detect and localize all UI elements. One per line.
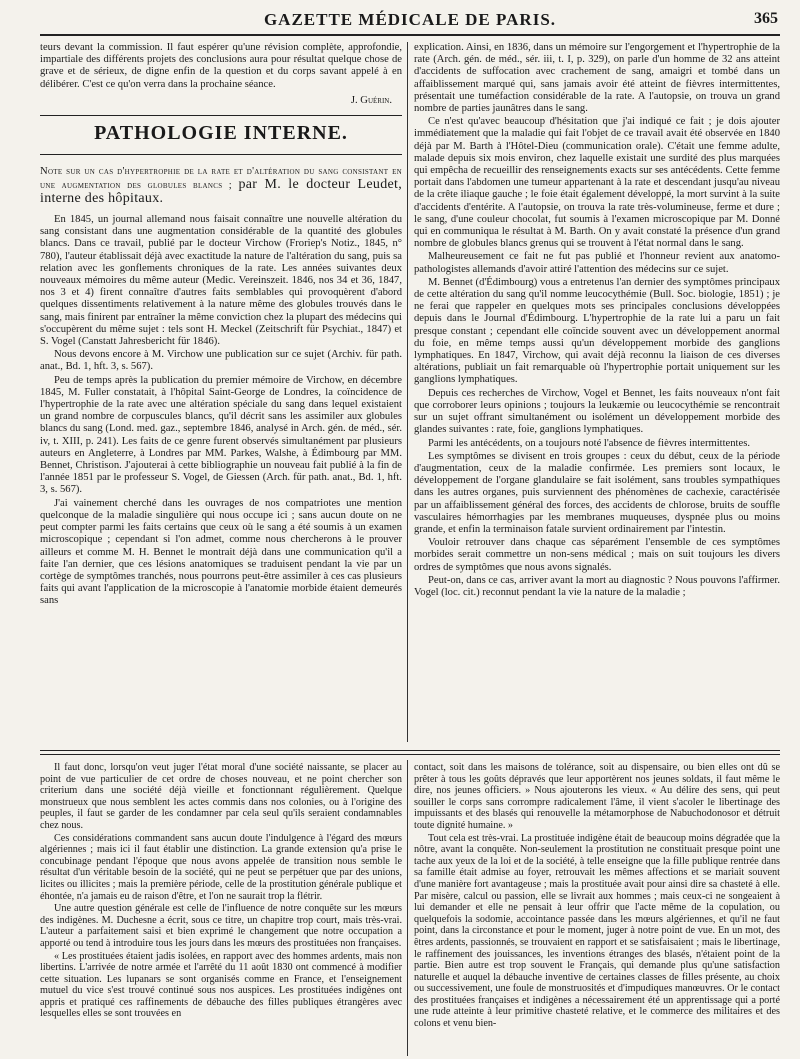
paragraph: Malheureusement ce fait ne fut pas publié et l'honneur revient aux anatomo-pathologistes allemands d'avoir attiré l'attention des médecins sur ce sujet. <box>414 251 780 275</box>
divider <box>40 115 402 116</box>
article-title: Note sur un cas d'hypertrophie de la rate et d'altération du sang consistant en une augmentation des globules blancs ; <box>40 166 402 192</box>
feuilleton-rule <box>40 750 780 751</box>
signature: J. Guérin. <box>350 94 392 106</box>
article-title-block <box>40 165 402 206</box>
column-divider <box>407 760 408 1056</box>
feuilleton-right-column <box>414 762 780 1054</box>
paragraph: Ces considérations commandent sans aucun doute l'indulgence à l'égard des mœurs algériennes ; mais ici il faut établir une distinction. La grande extension qu'a prise le concubinage pendant l'époque que nous avons appelée de transition nous semble le résultat d'un véritable besoin de la société, qui ne peut se perpétuer que par des unions, licites ou illicites ; mais la première période, celle de la prostitution générale publique et éhontée, n'a jamais eu de raison d'être, et l'on ne saurait trop la flétrir. <box>40 832 402 902</box>
paragraph: Parmi les antécédents, on a toujours noté l'absence de fièvres intermittentes. <box>428 437 750 449</box>
feuilleton-rule <box>40 754 780 755</box>
paragraph: « Les prostituées étaient jadis isolées, en rapport avec des hommes ardents, mais non libertins. L'arrivée de notre armée et l'arrêté du 11 août 1830 ont commencé à modifier cette situation. Les lupanars se sont organisés comme en France, et l'enseignement mutuel du vice s'est trouvé continué sous nos auspices. Les prostituées indigènes ont appris et pratiqué ces raffinements de débauche des filles publiques étrangères avec lesquelles elles se sont trouvées en <box>40 950 402 1020</box>
intro-paragraph: teurs devant la commission. Il faut espérer qu'une révision complète, approfondie, impartiale des différents projets des conclusions aura pour résultat quelque chose de grave et de sérieux, de digne enfin de la question et du corps savant appelé à en délibérer. C'est ce qu'on verra dans la prochaine séance. <box>40 42 402 90</box>
paragraph: Depuis ces recherches de Virchow, Vogel et Bennet, les faits nouveaux n'ont fait que corroborer leurs opinions ; toujours la leukæmie ou leucocythémie se rencontrait sur un sujet offrant simultanément ou isolément un développement morbide des glandes suivantes : rate, foie, ganglions lymphatiques. <box>414 387 780 436</box>
paragraph: Nous devons encore à M. Virchow une publication sur ce sujet (Archiv. für path. anat., Bd. 1, hft. 3, s. 567). <box>40 349 402 373</box>
paragraph: Vouloir retrouver dans chaque cas séparément l'ensemble de ces symptômes morbides serait commettre un non-sens médical ; mais on suit toujours les divers ordres de symptômes que nous avons signalés. <box>414 537 780 573</box>
paragraph: En 1845, un journal allemand nous faisait connaître une nouvelle altération du sang consistant dans une augmentation considérable de la quantité des globules blancs. Dans ce travail, publié par le docteur Virchow (Froriep's Notiz., 1845, n° 780), l'auteur établissait déjà avec exactitude la nature de l'altération du sang, puis sa relation avec les gonflements chroniques de la rate. Les années suivantes deux nouveaux mémoires du même auteur (Medic. Vereinszeit. 1846, nos 34 et 36, 1847, nos 3 et 4) firent connaître d'autres faits semblables qui provoquèrent d'abord quelques dissentiments relativement à la nature même des globules trouvés dans le sang, mais finirent par entraîner la même conviction chez la plupart des médecins qui s'occupèrent du même sujet : tels sont H. Meckel (Zeitschrift für Psychiat., 1847) et S. Vogel (Canstatt Jahresbericht für 1846). <box>40 214 402 348</box>
page-number: 365 <box>754 10 778 27</box>
paragraph: J'ai vainement cherché dans les ouvrages de nos compatriotes une mention quelconque de la maladie singulière qui nous occupe ici ; sans aucun doute on ne peut compter parmi les faits certains que ceux où le sang a été soumis à un examen microscopique ; cependant si l'on admet, comme nous chercherons à le prouver ailleurs et comme M. H. Bennet le montrait déjà dans une communication qu'il a faite l'an dernier, que ces lésions anatomiques se traduisent pendant la vie par un cortège de symptômes tranchés, nous pourrons peut-être assimiler à ces cas plusieurs faits qui avant l'application de la microscopie à l'anatomie morbide étaient demeurés sans <box>40 497 402 607</box>
paragraph: Peu de temps après la publication du premier mémoire de Virchow, en décembre 1845, M. Fuller constatait, à l'hôpital Saint-George de Londres, la coïncidence de l'hypertrophie de la rate avec une altération spéciale du sang dans lequel existaient un grand nombre de corpuscules blancs, qu'il décrit sans les assimiler aux globules blancs du sang (Lond. med. gaz., septembre 1846, analysé in Arch. gén. de méd., sér. iv, t. XIII, p. 241). Les faits de ce genre furent observés simultanément par plusieurs auteurs en Angleterre, à Londres par MM. Parkes, Walshe, à Édimbourg par MM. Bennet, Christison. J'ajouterai à cette bibliographie un nouveau fait publié à la fin de l'année 1851 par le professeur S. Vogel, de Giessen (Arch. für path. anat., Bd. 1, hft. 3, s. 567). <box>40 374 402 496</box>
paragraph: explication. Ainsi, en 1836, dans un mémoire sur l'engorgement et l'hypertrophie de la rate (Arch. gén. de méd., sér. iii, t. I, p. 329), on parle d'un homme de 32 ans atteint d'accidents de suffocation avec crachement de sang, amaigri et tombé dans un affaiblissement marqué qui, sans jamais avoir été atteint de fièvres intermittentes, présentait une tuméfaction considérable de la rate. A l'autopsie, on trouva un grand nombre de parties jaunâtres dans le sang. <box>414 42 780 115</box>
page-header <box>40 8 780 36</box>
paragraph: Il faut donc, lorsqu'on veut juger l'état moral d'une société naissante, se placer au point de vue particulier de cet ordre de choses nouveau, et ne point chercher son criterium dans une société déjà vieille et fonctionnant régulièrement. Quelque monstrueux que nous semblent les actes commis dans nos colonies, ou à l'origine des peuples, il faut se garder de les condamner par cela seul qu'ils seraient condamnables chez nous. <box>40 762 402 831</box>
paragraph: Ce n'est qu'avec beaucoup d'hésitation que j'ai indiqué ce fait ; je dois ajouter immédiatement que la maladie qui fait l'objet de ce travail avait été observée en 1840 déjà par M. Barth à l'Hôtel-Dieu (communication orale). C'était une femme adulte, malade depuis six mois environ, chez laquelle existait une surdité des plus marquées qui empêcha de recueillir des renseignements exacts sur ses antécédents. Cette femme portait dans l'abdomen une tumeur appartenant à la rate et descendant jusqu'au niveau de la crête iliaque gauche ; le foie était également développé, la mort survint à la suite d'accidents d'entérite. A l'autopsie, on trouva la rate très-volumineuse, ferme et dure ; le sang, d'une couleur chocolat, fut soumis à l'examen microscopique par M. Donné qui en communiqua le résultat à M. Barth. On y avait constaté la présence d'un grand nombre de globules blancs grenus qui se trouvent à l'état normal dans le sang. <box>414 116 780 250</box>
paragraph: Tout cela est très-vrai. La prostituée indigène était de beaucoup moins dégradée que la nôtre, avant la conquête. Non-seulement la prostitution ne constituait presque point une tache aux yeux de la loi et de la société, à telle enseigne que la fille publique rentrée dans sa famille était admise au foyer, retrouvait les mêmes affections et se mariait souvent d'une manière fort avantageuse ; mais la prostituée avait pour ainsi dire sa chasteté à elle. Par misère, calcul ou passion, elle se livrait aux hommes ; mais ceux-ci ne songeaient à lui demander et elle ne pensait à leur offrir que l'acte même de la copulation, ou quelquefois la sodomie, accointance passée dans les mœurs algériennes, et qu'il ne faut point, dans la circonstance et pour le moment, juger à notre point de vue. En un mot, des êtres ardents, passionnés, se trouvaient en rapport et se satisfaisaient ; mais le libertinage, le raffinement des jouissances, les inventions étranges des blasés, n'étaient point de la partie. Bien autre est trop souvent le Français, qui demande plus qu'une satisfaction naturelle et auquel la débauche inventive de certaines classes de filles présente, au choix ou successivement, une foule de monstruosités et d'impudiques manœuvres. Or le contact des prostituées françaises et indigènes a nécessairement été un apprentissage qui a porté une rude atteinte à leur primitive chasteté relative, et le commerce des militaires et des colons et venu bien- <box>414 832 780 1030</box>
feuilleton-left-column <box>40 762 402 1054</box>
paragraph: Les symptômes se divisent en trois groupes : ceux du début, ceux de la période d'augmentation, ceux de la maladie confirmée. Les premiers sont locaux, le développement de l'organe glandulaire se fait isolément, sans troubles sympathiques dans les autres organes, puis surviennent des phénomènes de cachexie, caractérisée par un affaiblissement général des forces, des accidents de chlorose, bruits de souffle vasculaires hémorrhagies par les membranes muqueuses, dyspnée plus ou moins grande, et enfin la terminaison fatale survient ordinairement par l'intestin. <box>414 450 780 535</box>
paragraph: Une autre question générale est celle de l'influence de notre conquête sur les mœurs des indigènes. M. Duchesne a écrit, sous ce titre, un chapitre trop court, mais très-vrai. L'auteur a parfaitement saisi et bien exprimé le changement que notre occupation a apporté ou tend à introduire tous les jours dans les mœurs des prostituées non françaises. <box>40 903 402 949</box>
right-column <box>414 42 780 742</box>
paragraph: Peut-on, dans ce cas, arriver avant la mort au diagnostic ? Nous pouvons l'affirmer. Vogel (loc. cit.) reconnut pendant la vie la nature de la maladie ; <box>414 574 780 598</box>
journal-title: GAZETTE MÉDICALE DE PARIS. <box>263 10 557 29</box>
section-title: PATHOLOGIE INTERNE. <box>94 122 348 145</box>
paragraph: contact, soit dans les maisons de tolérance, soit au dispensaire, ou bien elles ont dû se prêter à tous les goûts dépravés que leur apportèrent nos jeunes soldats, il faut même le dire, nos jeunes officiers. » Nous ajouterons les vieux. « Au délire des sens, qui peut souiller le corps sans corrompre radicalement l'âme, il vient s'acoler le libertinage des impuissants et des blasés qui renouvelle la métamorphose de Nabuchodonosor et détruit toute dignité humaine. » <box>414 762 780 831</box>
column-divider <box>407 42 408 742</box>
paragraph: M. Bennet (d'Édimbourg) vous a entretenus l'an dernier des symptômes principaux de cette altération du sang qu'il nomme leucocythémie (Bull. Soc. biologie, 1851) ; je ne ferai que rappeler en quelques mots ses principales conclusions développées depuis dans le Journal d'Édimbourg. L'hypertrophie de la rate lui a paru un fait presque constant ; cependant elle coïncide souvent avec un développement anormal du foie, en même temps aussi qu'un développement morbide des ganglions lymphatiques. En 1847, Virchow, qui avait déjà reconnu la liaison de ces diverses altérations, publiait un fait remarquable où l'hypertrophie portait uniquement sur les ganglions lymphatiques. <box>414 276 780 386</box>
left-column <box>40 42 402 742</box>
divider <box>40 154 402 155</box>
article-author: par M. le docteur Leudet, interne des hôpitaux. <box>40 177 402 207</box>
